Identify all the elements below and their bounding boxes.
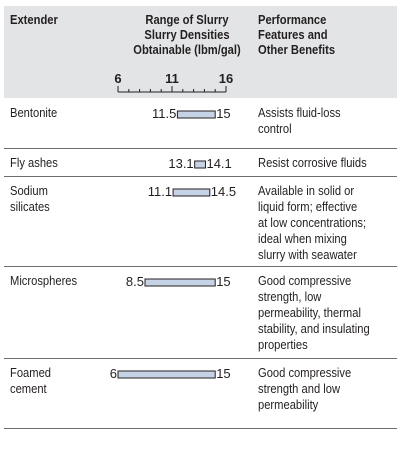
table-row <box>4 358 397 429</box>
performance-line: ideal when mixing <box>258 231 347 246</box>
performance-line: Assists fluid-loss <box>258 105 341 120</box>
density-range-bar-group <box>4 98 397 148</box>
density-range-bar-group <box>4 358 397 428</box>
table-row <box>4 266 397 359</box>
extender-name-line: cement <box>10 381 47 396</box>
density-range-bar <box>173 189 210 196</box>
performance-line: permeability, thermal <box>258 305 361 320</box>
range-low-label: 11.1 <box>147 184 173 199</box>
table-header <box>4 6 397 98</box>
header-extender: Extender <box>10 12 58 27</box>
performance-line: slurry with seawater <box>258 247 357 262</box>
performance-line: Available in solid or <box>258 183 355 198</box>
table-row <box>4 176 397 267</box>
header-range-line: Slurry Densities <box>144 27 230 42</box>
density-range-bar <box>195 161 206 168</box>
axis-tick-label: 6 <box>114 71 122 86</box>
range-low-label: 8.5 <box>125 274 144 289</box>
table-row <box>4 148 397 177</box>
header-performance-line: Performance <box>258 12 327 27</box>
range-high-label: 15 <box>216 274 231 289</box>
table-row <box>4 98 397 149</box>
performance-line: Good compressive <box>258 273 352 288</box>
density-range-bar-group <box>4 148 397 176</box>
extender-name-line: Fly ashes <box>10 155 58 170</box>
performance-line: properties <box>258 337 308 352</box>
performance-line: permeability <box>258 397 319 412</box>
performance-line: Resist corrosive fluids <box>258 155 367 170</box>
density-range-bar <box>145 279 215 286</box>
extender-name-line: silicates <box>10 199 50 214</box>
range-high-label: 14.5 <box>210 184 237 199</box>
range-high-label: 15 <box>216 106 231 121</box>
density-range-bar <box>177 111 215 118</box>
range-high-label: 15 <box>216 366 231 381</box>
performance-line: control <box>258 121 292 136</box>
header-performance-line: Features and <box>258 27 328 42</box>
axis-tick-label: 11 <box>165 71 179 86</box>
extender-name-line: Sodium <box>10 183 48 198</box>
performance-line: liquid form; effective <box>258 199 358 214</box>
performance-line: stability, and insulating <box>258 321 370 336</box>
range-high-label: 14.1 <box>206 156 232 171</box>
density-range-bar-group <box>4 266 397 358</box>
range-low-label: 11.5 <box>152 106 177 121</box>
performance-line: Good compressive <box>258 365 352 380</box>
extender-name-line: Foamed <box>10 365 52 380</box>
extender-name-line: Microspheres <box>10 273 78 288</box>
header-performance-line: Other Benefits <box>258 42 336 57</box>
range-low-label: 6 <box>109 366 117 381</box>
performance-line: strength, low <box>258 289 322 304</box>
range-low-label: 13.1 <box>168 156 194 171</box>
extender-name-line: Bentonite <box>10 105 58 120</box>
header-range-line: Obtainable (lbm/gal) <box>133 42 241 57</box>
performance-line: at low concentrations; <box>258 215 367 230</box>
header-range-line: Range of Slurry <box>145 12 229 27</box>
density-range-bar <box>118 371 215 378</box>
axis-tick-label: 16 <box>218 71 234 86</box>
performance-line: strength and low <box>258 381 341 396</box>
density-axis <box>4 6 397 98</box>
density-range-bar-group <box>4 176 397 266</box>
